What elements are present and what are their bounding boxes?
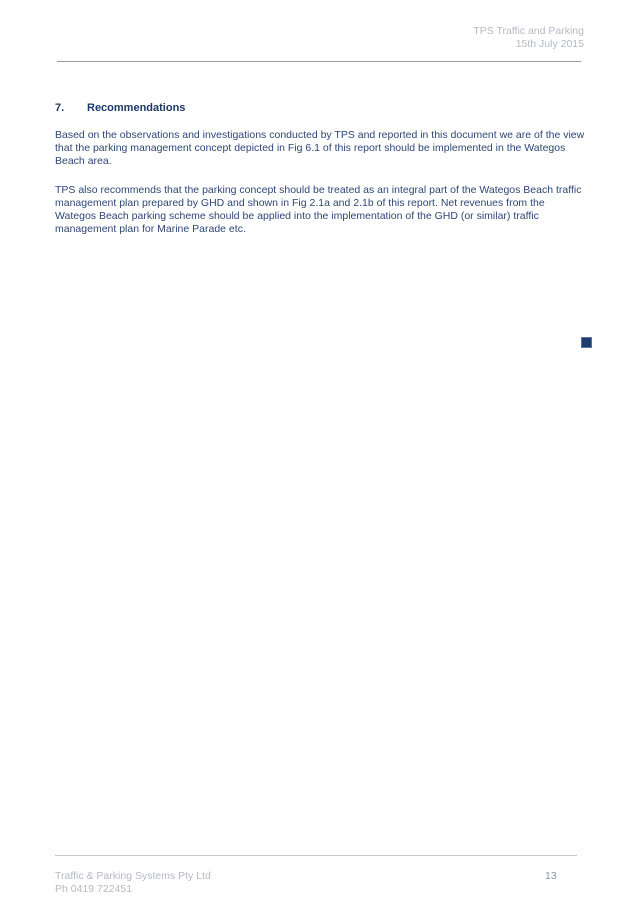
page-number: 13 — [545, 870, 557, 882]
footer-phone: Ph 0419 722451 — [55, 883, 133, 895]
header-divider — [57, 61, 581, 62]
footer-company: Traffic & Parking Systems Pty Ltd — [55, 870, 211, 882]
section-number: 7. — [55, 102, 65, 114]
section-title: Recommendations — [87, 102, 186, 114]
header-company-line: TPS Traffic and Parking — [473, 25, 584, 37]
page-header — [473, 25, 584, 51]
section-heading — [55, 102, 185, 114]
paragraph-observations: Based on the observations and investigations conducted by TPS and reported in this document we are of the view that the parking management concept depicted in Fig 6.1 of this report should be implemented in the Wategos Beach area. — [55, 129, 585, 167]
header-date-line: 15th July 2015 — [515, 38, 584, 50]
page-footer — [55, 870, 211, 896]
paragraph-recommendation: TPS also recommends that the parking concept should be treated as an integral part of the Wategos Beach traffic management plan prepared by GHD and shown in Fig 2.1a and 2.1b of this report. Net revenues from the Wategos Beach parking scheme should be applied into the implementation of the GHD (or similar) traffic management plan for Marine Parade etc. — [55, 184, 582, 235]
square-marker-icon — [581, 337, 592, 348]
footer-divider — [55, 855, 577, 856]
